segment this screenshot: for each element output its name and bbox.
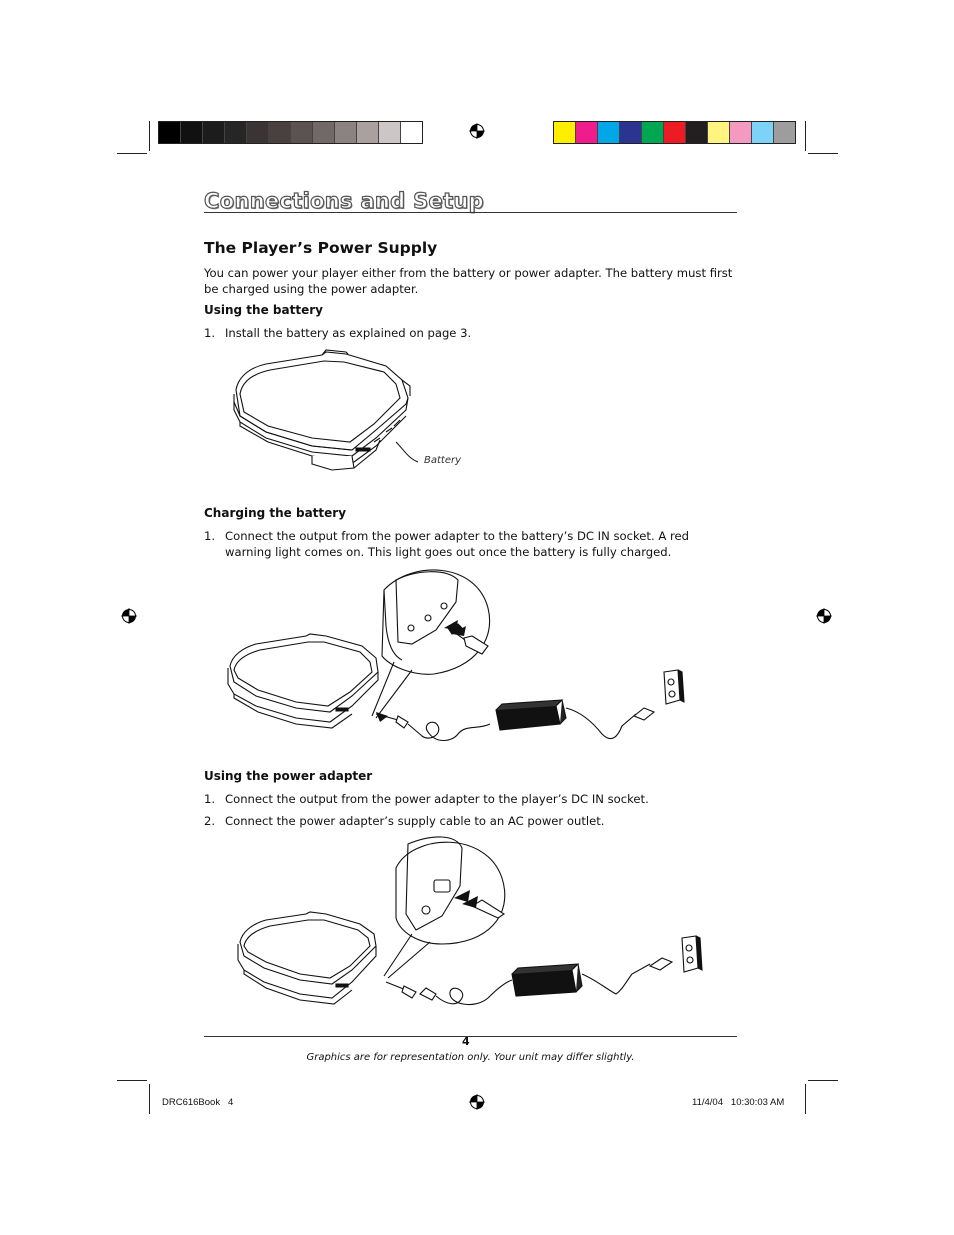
- color-swatch: [642, 122, 664, 143]
- color-swatch: [708, 122, 730, 143]
- slug-file-info: DRC616Book 4: [162, 1097, 234, 1108]
- color-swatch: [554, 122, 576, 143]
- step-number: 1.: [204, 529, 216, 543]
- slug-timestamp: 11/4/04 10:30:03 AM: [692, 1097, 785, 1108]
- step-number: 1.: [204, 326, 216, 340]
- page-number: 4: [462, 1035, 470, 1048]
- color-swatch: [774, 122, 795, 143]
- intro-paragraph: You can power your player either from the battery or power adapter. The battery must first be charged using the power adapter.: [204, 266, 733, 296]
- color-swatch: [620, 122, 642, 143]
- step-number: 1.: [204, 792, 216, 806]
- color-swatch: [269, 122, 291, 143]
- gray-color-bar: [158, 121, 423, 144]
- color-swatch: [335, 122, 357, 143]
- color-swatch: [576, 122, 598, 143]
- color-swatch: [598, 122, 620, 143]
- charging-illustration: [226, 566, 696, 746]
- title-rule: [204, 212, 737, 213]
- process-color-bar: [553, 121, 796, 144]
- using-battery-heading: Using the battery: [204, 303, 323, 317]
- color-swatch: [291, 122, 313, 143]
- color-swatch: [159, 122, 181, 143]
- color-swatch: [401, 122, 422, 143]
- step-text: Install the battery as explained on page 3.: [225, 326, 472, 340]
- color-swatch: [752, 122, 774, 143]
- battery-caption: Battery: [424, 455, 462, 466]
- section-title: Connections and Setup: [204, 189, 485, 213]
- using-adapter-heading: Using the power adapter: [204, 769, 373, 783]
- step-text: Connect the power adapter’s supply cable to an AC power outlet.: [225, 814, 605, 828]
- color-swatch: [730, 122, 752, 143]
- registration-mark-bottom: [469, 1094, 485, 1110]
- power-adapter-illustration: [236, 834, 706, 1019]
- footer-rule: [204, 1036, 737, 1037]
- color-swatch: [203, 122, 225, 143]
- graphics-disclaimer: Graphics are for representation only. Your unit may differ slightly.: [306, 1052, 635, 1063]
- step-text: Connect the output from the power adapter to the player’s DC IN socket.: [225, 792, 649, 806]
- color-swatch: [664, 122, 686, 143]
- step-text: Connect the output from the power adapter to the battery’s DC IN socket. A red warning light comes on. This light goes out once the battery is fully charged.: [225, 529, 689, 559]
- registration-mark-left: [121, 608, 137, 624]
- step-number: 2.: [204, 814, 216, 828]
- color-swatch: [247, 122, 269, 143]
- color-swatch: [181, 122, 203, 143]
- subsection-title: The Player’s Power Supply: [204, 239, 438, 257]
- registration-mark-top: [469, 123, 485, 139]
- color-swatch: [313, 122, 335, 143]
- color-swatch: [379, 122, 401, 143]
- color-swatch: [686, 122, 708, 143]
- registration-mark-right: [816, 608, 832, 624]
- color-swatch: [225, 122, 247, 143]
- color-swatch: [357, 122, 379, 143]
- charging-battery-heading: Charging the battery: [204, 506, 347, 520]
